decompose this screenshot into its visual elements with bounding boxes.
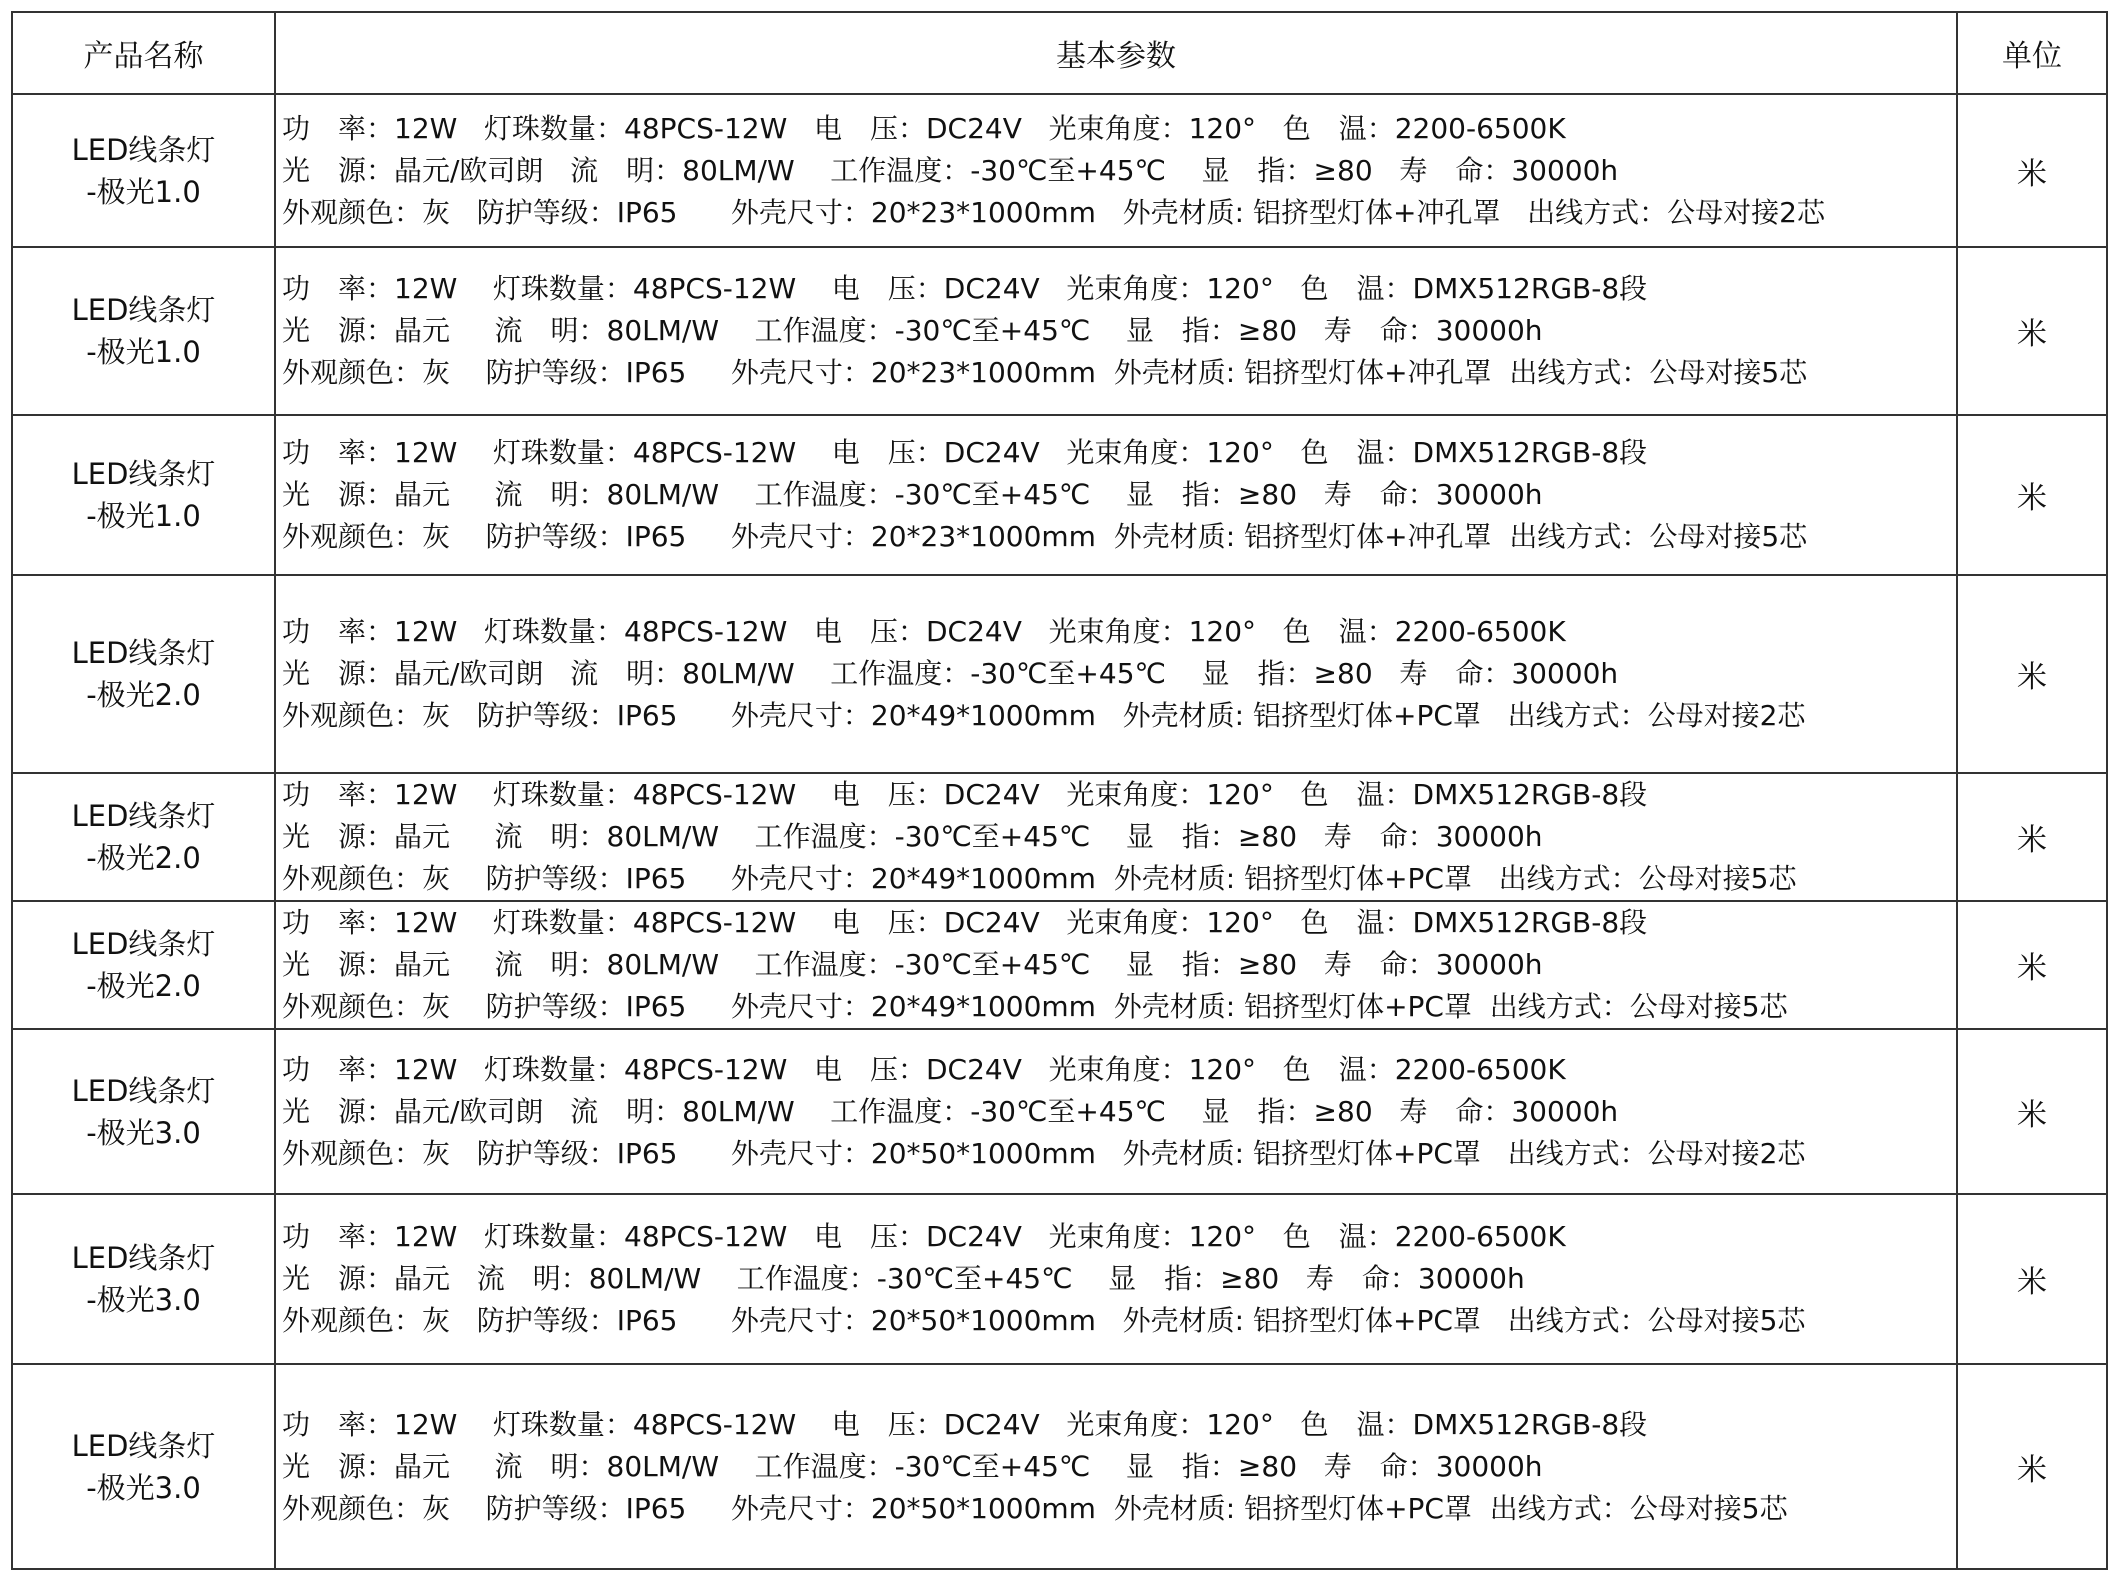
product-name-cell [12, 1194, 275, 1364]
product-name: LED线条灯 [71, 293, 216, 327]
product-series: -极光2.0 [86, 678, 201, 712]
param-line: 外观颜色：灰 防护等级：IP65 外壳尺寸：20*49*1000mm 外壳材质: 铝挤型灯体+PC罩 出线方式：公母对接2芯 [282, 699, 1806, 732]
param-line: 外观颜色：灰 防护等级：IP65 外壳尺寸：20*49*1000mm 外壳材质: 铝挤型灯体+PC罩 出线方式：公母对接5芯 [282, 862, 1797, 895]
header-unit: 单位 [1957, 12, 2107, 94]
spec-table [11, 11, 2108, 1570]
param-line: 光 源：晶元 流 明：80LM/W 工作温度：-30℃至+45℃ 显 指：≥80 寿 命：30000h [282, 1449, 1543, 1483]
param-line: 外观颜色：灰 防护等级：IP65 外壳尺寸：20*23*1000mm 外壳材质: 铝挤型灯体+冲孔罩 出线方式：公母对接2芯 [282, 195, 1825, 229]
unit-cell: 米 [1957, 773, 2107, 901]
param-line: 光 源：晶元 流 明：80LM/W 工作温度：-30℃至+45℃ 显 指：≥80 寿 命：30000h [282, 1262, 1525, 1295]
params-cell [275, 575, 1957, 773]
param-line: 功 率：12W 灯珠数量：48PCS-12W 电 压：DC24V 光束角度：120° 色 温：DMX512RGB-8段 [282, 906, 1648, 939]
param-line: 光 源：晶元 流 明：80LM/W 工作温度：-30℃至+45℃ 显 指：≥80 寿 命：30000h [282, 478, 1543, 511]
params-cell [275, 1029, 1957, 1194]
param-line: 光 源：晶元/欧司朗 流 明：80LM/W 工作温度：-30℃至+45℃ 显 指：≥80 寿 命：30000h [282, 153, 1619, 187]
product-name-cell [12, 575, 275, 773]
product-series: -极光3.0 [86, 1115, 201, 1150]
table-row [12, 415, 2107, 575]
param-line: 光 源：晶元 流 明：80LM/W 工作温度：-30℃至+45℃ 显 指：≥80 寿 命：30000h [282, 820, 1543, 853]
param-line: 功 率：12W 灯珠数量：48PCS-12W 电 压：DC24V 光束角度：120° 色 温：2200-6500K [282, 111, 1566, 145]
table-row [12, 94, 2107, 247]
unit-cell: 米 [1957, 415, 2107, 575]
product-name: LED线条灯 [71, 799, 216, 833]
product-name: LED线条灯 [71, 457, 216, 491]
table-row [12, 247, 2107, 415]
param-line: 外观颜色：灰 防护等级：IP65 外壳尺寸：20*50*1000mm 外壳材质: 铝挤型灯体+PC罩 出线方式：公母对接5芯 [282, 1491, 1788, 1525]
product-name-cell [12, 773, 275, 901]
params-cell [275, 1194, 1957, 1364]
unit-cell: 米 [1957, 901, 2107, 1029]
unit-cell: 米 [1957, 1029, 2107, 1194]
param-line: 外观颜色：灰 防护等级：IP65 外壳尺寸：20*23*1000mm 外壳材质: 铝挤型灯体+冲孔罩 出线方式：公母对接5芯 [282, 356, 1808, 389]
unit-cell: 米 [1957, 247, 2107, 415]
product-name-cell [12, 94, 275, 247]
header-row [12, 12, 2107, 94]
unit-cell: 米 [1957, 575, 2107, 773]
params-cell [275, 415, 1957, 575]
param-line: 功 率：12W 灯珠数量：48PCS-12W 电 压：DC24V 光束角度：120° 色 温：DMX512RGB-8段 [282, 1407, 1648, 1441]
unit-cell: 米 [1957, 1364, 2107, 1569]
product-name-cell [12, 247, 275, 415]
product-name: LED线条灯 [71, 636, 216, 670]
product-name: LED线条灯 [71, 927, 216, 961]
product-name: LED线条灯 [71, 1241, 216, 1275]
param-line: 功 率：12W 灯珠数量：48PCS-12W 电 压：DC24V 光束角度：120° 色 温：DMX512RGB-8段 [282, 272, 1648, 305]
table-row [12, 773, 2107, 901]
product-name-cell [12, 415, 275, 575]
param-line: 功 率：12W 灯珠数量：48PCS-12W 电 压：DC24V 光束角度：120° 色 温：2200-6500K [282, 1220, 1566, 1253]
params-cell [275, 94, 1957, 247]
param-line: 功 率：12W 灯珠数量：48PCS-12W 电 压：DC24V 光束角度：120° 色 温：DMX512RGB-8段 [282, 436, 1648, 469]
header-basic-params: 基本参数 [275, 12, 1957, 94]
param-line: 外观颜色：灰 防护等级：IP65 外壳尺寸：20*50*1000mm 外壳材质: 铝挤型灯体+PC罩 出线方式：公母对接2芯 [282, 1136, 1806, 1170]
param-line: 光 源：晶元 流 明：80LM/W 工作温度：-30℃至+45℃ 显 指：≥80 寿 命：30000h [282, 948, 1543, 981]
product-series: -极光3.0 [86, 1283, 201, 1317]
product-name-cell [12, 901, 275, 1029]
unit-cell: 米 [1957, 94, 2107, 247]
param-line: 外观颜色：灰 防护等级：IP65 外壳尺寸：20*23*1000mm 外壳材质: 铝挤型灯体+冲孔罩 出线方式：公母对接5芯 [282, 520, 1808, 553]
product-name-cell [12, 1364, 275, 1569]
product-series: -极光3.0 [86, 1470, 201, 1505]
product-name: LED线条灯 [71, 132, 216, 167]
params-cell [275, 1364, 1957, 1569]
param-line: 外观颜色：灰 防护等级：IP65 外壳尺寸：20*50*1000mm 外壳材质: 铝挤型灯体+PC罩 出线方式：公母对接5芯 [282, 1304, 1806, 1337]
product-series: -极光2.0 [86, 841, 201, 875]
param-line: 光 源：晶元/欧司朗 流 明：80LM/W 工作温度：-30℃至+45℃ 显 指：≥80 寿 命：30000h [282, 1094, 1619, 1128]
table-row [12, 575, 2107, 773]
params-cell [275, 247, 1957, 415]
table-row [12, 1029, 2107, 1194]
product-name-cell [12, 1029, 275, 1194]
product-name: LED线条灯 [71, 1073, 216, 1108]
header-product-name: 产品名称 [12, 12, 275, 94]
product-series: -极光1.0 [86, 174, 201, 209]
product-series: -极光1.0 [86, 335, 201, 369]
params-cell [275, 901, 1957, 1029]
product-series: -极光1.0 [86, 499, 201, 533]
param-line: 功 率：12W 灯珠数量：48PCS-12W 电 压：DC24V 光束角度：120° 色 温：2200-6500K [282, 1052, 1566, 1086]
product-series: -极光2.0 [86, 969, 201, 1003]
table-row [12, 1364, 2107, 1569]
param-line: 外观颜色：灰 防护等级：IP65 外壳尺寸：20*49*1000mm 外壳材质: 铝挤型灯体+PC罩 出线方式：公母对接5芯 [282, 990, 1788, 1023]
table-row [12, 901, 2107, 1029]
param-line: 功 率：12W 灯珠数量：48PCS-12W 电 压：DC24V 光束角度：120° 色 温：DMX512RGB-8段 [282, 778, 1648, 811]
unit-cell: 米 [1957, 1194, 2107, 1364]
param-line: 光 源：晶元/欧司朗 流 明：80LM/W 工作温度：-30℃至+45℃ 显 指：≥80 寿 命：30000h [282, 657, 1619, 690]
params-cell [275, 773, 1957, 901]
param-line: 功 率：12W 灯珠数量：48PCS-12W 电 压：DC24V 光束角度：120° 色 温：2200-6500K [282, 615, 1566, 648]
param-line: 光 源：晶元 流 明：80LM/W 工作温度：-30℃至+45℃ 显 指：≥80 寿 命：30000h [282, 314, 1543, 347]
table-row [12, 1194, 2107, 1364]
product-name: LED线条灯 [71, 1428, 216, 1463]
